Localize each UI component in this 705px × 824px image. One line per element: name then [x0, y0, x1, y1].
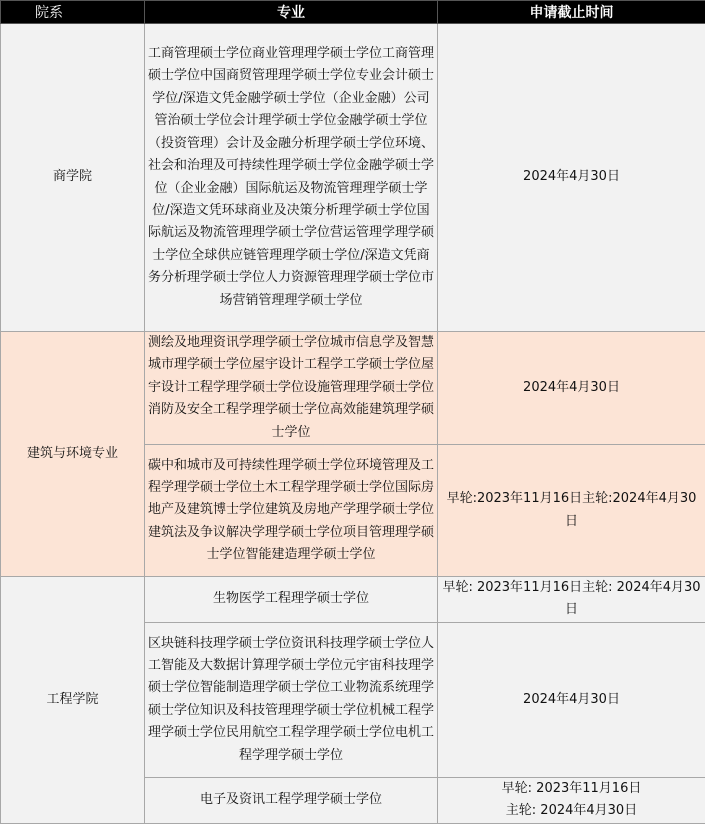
- header-deadline: 申请截止时间: [438, 1, 705, 24]
- header-major: 专业: [145, 1, 438, 24]
- major-cell: 生物医学工程理学硕士学位: [145, 577, 438, 623]
- header-row: [1, 1, 705, 24]
- group-business: [1, 24, 705, 332]
- group-built-environment: [1, 332, 705, 577]
- group-engineering: [1, 577, 705, 824]
- dept-cell: 建筑与环境专业: [1, 332, 145, 577]
- dept-cell: 工程学院: [1, 577, 145, 824]
- major-cell: 测绘及地理资讯学理学硕士学位城市信息学及智慧城市理学硕士学位屋宇设计工程学工学硕士学位屋宇设计工程学理学硕士学位设施管理理学硕士学位消防及安全工程学理学硕士学位高效能建筑理学硕士学位: [145, 332, 438, 445]
- deadline-main: 主轮: 2024年4月30日: [441, 800, 702, 822]
- deadline-cell: 早轮:2023年11月16日主轮:2024年4月30日: [438, 445, 705, 577]
- major-cell: 碳中和城市及可持续性理学硕士学位环境管理及工程学理学硕士学位土木工程学理学硕士学位国际房地产及建筑博士学位建筑及房地产学理学硕士学位建筑法及争议解决学理学硕士学位项目管理理学硕士学位智能建造理学硕士学位: [145, 445, 438, 577]
- header-dept: 院系: [1, 1, 145, 24]
- major-cell: 区块链科技理学硕士学位资讯科技理学硕士学位人工智能及大数据计算理学硕士学位元宇宙科技理学硕士学位智能制造理学硕士学位工业物流系统理学硕士学位知识及科技管理理学硕士学位机械工程学理学硕士学位民用航空工程学理学硕士学位电机工程学理学硕士学位: [145, 622, 438, 777]
- table-row: [1, 577, 705, 623]
- major-cell: 电子及资讯工程学理学硕士学位: [145, 777, 438, 823]
- deadline-cell: 2024年4月30日: [438, 332, 705, 445]
- major-cell: 工商管理硕士学位商业管理理学硕士学位工商管理硕士学位中国商贸管理理学硕士学位专业会计硕士学位/深造文凭金融学硕士学位（企业金融）公司管治硕士学位会计理学硕士学位金融学硕士学位（投资管理）会计及金融分析理学硕士学位环境、社会和治理及可持续性理学硕士学位金融学硕士学位（企业金融）国际航运及物流管理理学硕士学位/深造文凭环球商业及决策分析理学硕士学位国际航运及物流管理理学硕士学位营运管理学理学硕士学位全球供应链管理理学硕士学位/深造文凭商务分析理学硕士学位人力资源管理理学硕士学位市场营销管理理学硕士学位: [145, 24, 438, 332]
- deadline-cell: [438, 777, 705, 823]
- deadline-cell: 2024年4月30日: [438, 622, 705, 777]
- table-row: [1, 24, 705, 332]
- deadline-cell: 2024年4月30日: [438, 24, 705, 332]
- deadline-cell: 早轮: 2023年11月16日主轮: 2024年4月30日: [438, 577, 705, 623]
- deadline-early: 早轮: 2023年11月16日: [441, 778, 702, 800]
- dept-cell: 商学院: [1, 24, 145, 332]
- table-row: [1, 332, 705, 445]
